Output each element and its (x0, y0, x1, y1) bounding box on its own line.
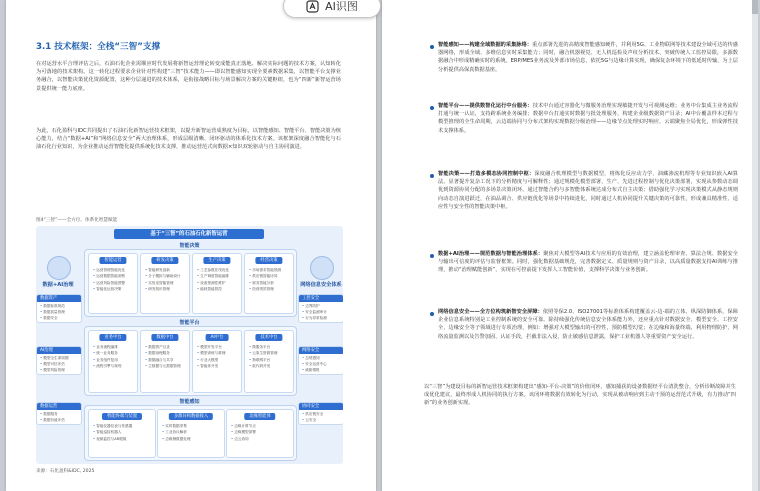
right-box-3: 协同安全 • 供应链安全 • 云安全 (298, 402, 343, 425)
bullet-dot (430, 174, 434, 178)
bullet-decision: 智能决策——打造多模态协同控制中枢：深度融合机理模型与数据模型，将炼化反应动力学、油藏渗流机理等专业知识嵌入AI算法，显著提升复杂工况下的分析精度与可解释性；通过规模化模型部署，生产、先进过程控制与优化决策部署，实现从参数动态调优到资源协同分配的多场景决策闭环。通过智能合约与多智能体系统达成分布式自主决策；借助强化学习实现决策模式从静态规则向动态自演进跃迁，在油品调合、供应链优化等场景中持续进化，同时通过人机协同提升关键决策的可靠性，形成兼具精准性、适应性与安全性的智能决策中枢。 (438, 171, 738, 210)
bullet-governance: 数据+AI治理——规范数据与智能治理体系：聚焦对大模型等AI技术与应用的有效治理，建立涵盖伦理审查、算法合规、数据安全与输出可信度的评估与监督框架。同时，强化数据基础规范，完善数据定义、质量规则与资产目录，以高质量数据支持AI训练与推理，推动“治理赋能创新”，实现在可控前提下发挥人工智能价值，支撑科学决策与业务创新。 (438, 251, 738, 274)
right-page (382, 0, 754, 491)
sensing-group-2: 多源异构数据接入 • 实时数据采集 • 工业协议解析 • 边缘侧数据处理 (157, 409, 225, 458)
figure-caption: 图4“三智”——全方位、体系化智慧赋能 (36, 218, 118, 223)
decision-group-1: 智能运营 • 运营管理智能优化 • 运营数据智能洞察 • 运营风险智能预警 • 智能化运营决策 (88, 253, 138, 314)
shield-icon (310, 256, 334, 280)
bullet-dot (430, 106, 434, 110)
bullet-dot (430, 254, 434, 258)
framework-diagram (36, 226, 343, 464)
right-side-label: 网络信息安全体系 (300, 282, 342, 288)
bullet-security: 网络信息安全——全方位构筑新智安全屏障：依照等保2.0、ISO27001等标准体系构建覆盖云-边-端的立体、纵深防御体系，保障企业信息系统特别是工业控制系统的安全可靠。除持续强化传统信息安全体系能力外，还应重点针对数据安全、模型安全、工控安全、边缘安全等子领域进行专项治理，例如：增强对大模型输出的可控性，预防模型幻觉；在边缘和海量终端，利用物理防护、网络流量监测以及告警加固、认证手段，拦截非法入侵，防止敏感信息泄露，保护工业机器人等重要资产安全运行。 (438, 309, 738, 340)
paragraph-1: 在对运营水平合理评估之后，石油石化企业需顺应时代发展将新智运营理论转变成能真正落地、解决实际问题的技术方案，认知转化为可落地的技术架构。这一转化过程要求企业针对性构建“三智”技术能力——即以智能感知实现全要素数据采集，以智能平台支撑业务融合，以智能决策优化资源配置，这种分层递进的技术体系，是衔接战略目标与场景解决方案的关键枢纽，也为“四新”新智运营场景提供统一能力底座。 (36, 61, 341, 92)
scrollbar-thumb[interactable] (752, 0, 758, 14)
bullet-dot (430, 45, 434, 49)
data-ai-governance-icon (47, 256, 71, 280)
left-side-label: 数据+AI治理 (42, 282, 74, 288)
ai-sparkle-icon (306, 0, 319, 13)
right-box-2: 网络安全 • 态势感知 • 安全运营中心 • 威胁情报 (298, 346, 343, 375)
sensing-group-1: 智能终端与装置 • 智能仪器仪表与传感器 • 智能巡检机器人 • 视频监控与AR眼镜 (88, 409, 156, 458)
bullet-platform: 智能平台——提供数智化运行中台服务：技术中台通过容器化与微服务治理实现敏捷开发与可观测运维；业务中台集成主业务流程打通与统一认证，支持跨系统业务编排；数据中台打通实时数据与批处理服务，构建企业级数据资产目录；AI中台覆盖样本过程与模型推理的全生命周期，云边端协同与分布式架构实现数据分级治理——边缘节点处理实时响应，云端聚焦全局优化，形成弹性技术支撑体系。 (438, 103, 738, 134)
left-box-3: 数据运营 • 数据服务 • 数据价值评估 (36, 402, 82, 425)
ai-recognize-button[interactable] (283, 0, 381, 18)
ai-recognize-label: AI识图 (325, 0, 358, 13)
vertical-scrollbar[interactable] (752, 0, 758, 491)
platform-group-4: 技术中台 • 微服务平台 • 云原生资源管理 • 物联网平台 • 低代码开发 (244, 330, 294, 393)
band-decision: 智能决策 (179, 243, 200, 249)
platform-group-2: 数据中台 • 数据资产目录 • 数据治理服务 • 数据融合与共享 • 主数据与元数据管理 (140, 330, 190, 393)
sensing-group-3: 边缘智能体 • 边缘计算节点 • 边缘模型部署 • 边云协同 (226, 409, 294, 458)
left-page (6, 0, 376, 491)
band-sensing: 智能感知 (179, 399, 200, 405)
paragraph-2: 为此，石化盈科与IDC共同提出了石油石化新智运营技术框架，以提升新智运营成熟度为目标，以智能感知、智能平台、智能决策为核心能力，结合“数据+AI”和“网络信息安全”两大治理体系，形成层级清晰、闭环驱动的体系化技术方案。该框架深度融合智能化与石油石化行业知识，为企业推动运营智能化提供系统化技术支撑，推动运营范式向数据×知识双轮驱动与自主协同演进。 (36, 128, 341, 151)
source-note: 来源：石化盈科&IDC, 2025 (36, 469, 95, 474)
platform-group-1: 业务中台 • 业务流程编排 • 统一业务服务 • 业务组件复用 • 流程引擎与规则 (88, 330, 138, 393)
section-title: 3.1 技术框架：全栈“三智”支撑 (36, 42, 161, 52)
decision-group-3: 生产决策 • 工艺参数在线优化 • 生产调度智能编排 • 设备预测性维护 • 能耗智能管控 (192, 253, 242, 314)
left-box-1: 数据资产 • 数据标准规范 • 数据质量管理 • 数据安全 (36, 294, 82, 323)
platform-group-3: AI中台 • 模型开发平台 • 模型训练与推理 • 行业大模型 • 智能体开发 (192, 330, 242, 393)
diagram-title: 基于“三智”的石油石化新智运营 (114, 229, 264, 239)
framework-paragraph (36, 127, 341, 152)
decision-group-2: 研发决策 • 智能研发创新 • 分子模拟与辅助设计 • 实验室智能管理 • 研发知识管理 (140, 253, 190, 314)
bullet-dot (430, 312, 434, 316)
bullet-sensing: 智能感知——构建全域数据的采集脉络：重点部署先进的高精度智能感知硬件，并利用5G、工业物联网等技术建设全域可达的传感器网络，形成全域、多维信息实时采集能力；同时，融合机器视觉、无人机巡检及声纹分析技术、突破传统人工监控局限，多源数据融合中形成精确实时的系统。ERP/MES业务流及外部市场信息，依托5G与边缘计算实现，确保复杂环境下的低延时传输，为上层分析提供高保真数据基座。 (438, 42, 738, 73)
intro-paragraph (36, 60, 341, 93)
closing-paragraph: 以“三智”为建设目标的新智运营技术框架构建出“感知-平台-决策”的价值闭环，感知捕获的设备数据经平台清洗整合，分析诊断故障并生成优化建议，最终形成人机协同的执行方案。该闭环将数据有效转化为行动，实现从被动响应到主动干预的运营范式升级，有力推动“四新”的业务创新实现。 (424, 384, 736, 407)
decision-group-4: 经营决策 • 市场需求智能预测 • 供应链智能协同 • 财务智能分析 • 经营绩效管理 (244, 253, 294, 314)
sensing-layer (84, 405, 297, 461)
platform-layer (84, 326, 297, 396)
decision-layer (84, 249, 297, 317)
band-platform: 智能平台 (179, 320, 200, 326)
left-box-2: AI治理 • 模型全生命周期 • 模型可信评估 • 模型风险管理 (36, 346, 82, 375)
right-box-1: 工控安全 • 边界防护 • 安全监测审计 • 行为异常检测 (298, 294, 343, 323)
